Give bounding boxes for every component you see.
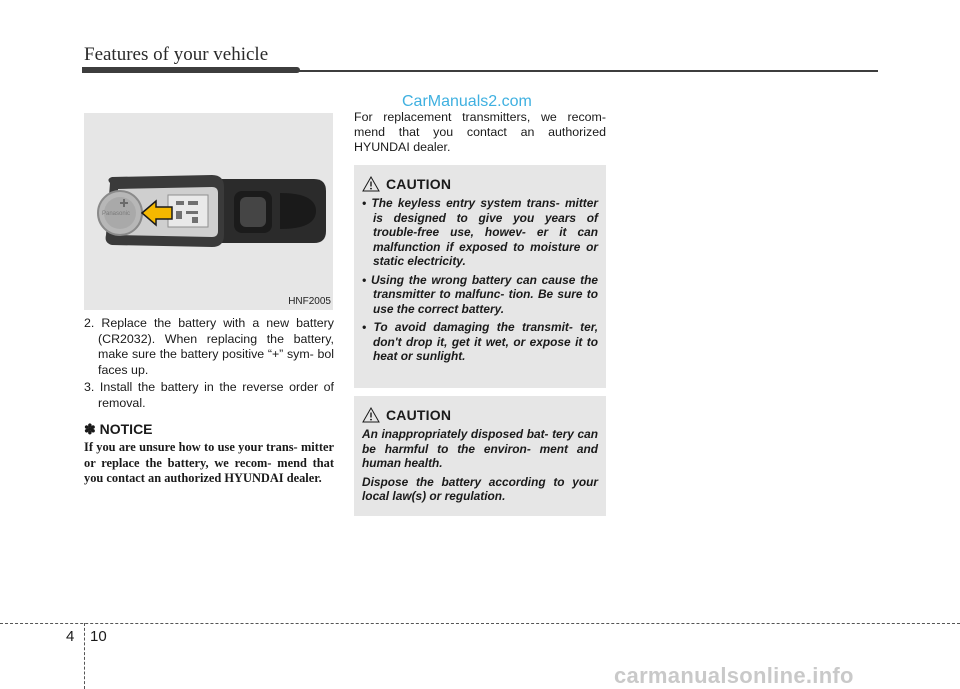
caution-list [362,196,598,364]
notice-body: If you are unsure how to use your trans- mitter or replace the battery, we recom- mend that you contact an authorized HYUNDAI dealer. [84,440,334,485]
step-item: 2. Replace the battery with a new battery (CR2032). When replacing the battery, make sure the battery positive “+” sym- bol faces up. [84,316,334,377]
footer-divider [0,623,960,624]
watermark-bottom: carmanualsonline.info [614,663,854,688]
step-item: 3. Install the battery in the reverse order of removal. [84,380,334,410]
section-number: 4 [66,628,75,645]
header-rule [298,70,878,72]
caution-title: CAUTION [386,407,452,423]
page-header-title: Features of your vehicle [84,44,269,65]
notice-symbol: ✽ [84,421,96,437]
watermark-top: CarManuals2.com [402,93,532,110]
replacement-intro: For replacement transmitters, we recom- mend that you contact an authorized HYUNDAI dealer. [354,110,606,154]
caution-paragraph: An inappropriately disposed bat- tery can be harmful to the environ- ment and human health. [362,427,598,470]
warning-triangle-icon [362,407,380,423]
key-fob-illustration [84,113,333,310]
instruction-steps [84,316,334,413]
caution-heading [362,405,598,425]
caution-title: CAUTION [386,176,452,192]
caution-item: • Using the wrong battery can cause the transmitter to malfunc- tion. Be sure to use the correct battery. [362,272,598,316]
caution-item: • To avoid damaging the transmit- ter, don't drop it, get it wet, or expose it to heat or sunlight. [362,320,598,363]
warning-triangle-icon [362,176,380,192]
header-bar [82,67,300,73]
notice-title: NOTICE [99,421,153,437]
caution-heading [362,174,598,194]
caution-box-disposal [354,396,606,516]
caution-paragraph: Dispose the battery according to your local law(s) or regulation. [362,474,598,503]
notice-heading [84,421,153,438]
footer-vertical-divider [84,623,85,689]
page-number: 10 [90,628,107,645]
key-fob-figure [84,113,333,310]
caution-box-transmitter [354,165,606,388]
caution-item: • The keyless entry system trans- mitter is designed to give you years of trouble-free use, howev- er it can malfunction if exposed to moisture or static electricity. [362,196,598,268]
battery-brand-mark: Panasonic [102,211,131,217]
figure-code: HNF2005 [288,296,331,307]
